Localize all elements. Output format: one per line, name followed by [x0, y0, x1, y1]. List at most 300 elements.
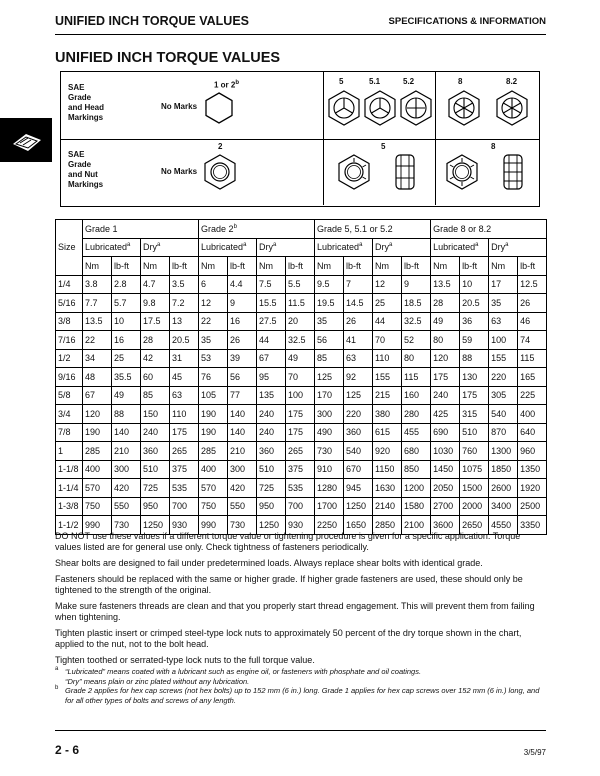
lubricated-header: Lubricated$^a$: [199, 238, 257, 257]
torque-cell: 730: [112, 516, 141, 535]
torque-cell: 3.5: [170, 275, 199, 294]
torque-cell: 550: [228, 497, 257, 516]
torque-cell: 44: [373, 312, 402, 331]
torque-cell: 510: [460, 423, 489, 442]
torque-cell: 110: [170, 405, 199, 424]
torque-cell: 305: [489, 386, 518, 405]
torque-cell: 7.2: [170, 294, 199, 313]
torque-cell: 175: [286, 423, 315, 442]
table-row: [56, 275, 547, 294]
torque-cell: 490: [315, 423, 344, 442]
unit-header: Nm: [489, 257, 518, 276]
torque-cell: 6: [199, 275, 228, 294]
note-paragraph: DO NOT use these values if a different torque value or tightening procedure is given for a specific application. Torque values listed are for general use only. Check tightness of fasteners periodically.: [55, 531, 521, 552]
nut-markings-label: SAE Grade and Nut Markings: [68, 150, 104, 189]
torque-cell: 700: [286, 497, 315, 516]
table-row: [56, 294, 547, 313]
unit-header: lb-ft: [460, 257, 489, 276]
torque-cell: 10: [112, 312, 141, 331]
torque-cell: 20.5: [170, 331, 199, 350]
dry-header: Dry$^a$: [141, 238, 199, 257]
unit-header: lb-ft: [286, 257, 315, 276]
grade-5-nut-icons: [334, 153, 426, 191]
grade-8-nut-icons: [440, 153, 536, 191]
torque-cell: 730: [315, 442, 344, 461]
revision-date: 3/5/97: [523, 748, 546, 757]
torque-cell: 725: [257, 479, 286, 498]
torque-cell: 2700: [431, 497, 460, 516]
table-row: [56, 405, 547, 424]
torque-cell: 960: [518, 442, 547, 461]
torque-cell: 2000: [460, 497, 489, 516]
torque-cell: 26: [228, 331, 257, 350]
torque-cell: 4.4: [228, 275, 257, 294]
torque-cell: 3.8: [83, 275, 112, 294]
size-header: Size: [56, 220, 83, 276]
note-paragraph: Fasteners should be replaced with the same or higher grade. If higher grade fasteners are used, these should only be tightened to the strength of the original.: [55, 574, 523, 595]
torque-cell: 115: [402, 368, 431, 387]
torque-cell: 725: [141, 479, 170, 498]
header-section: SPECIFICATIONS & INFORMATION: [388, 16, 546, 27]
torque-cell: 67: [83, 386, 112, 405]
torque-cell: 17.5: [141, 312, 170, 331]
torque-cell: 400: [199, 460, 228, 479]
torque-cell: 2600: [489, 479, 518, 498]
size-cell: 1/2: [56, 349, 83, 368]
unit-header: Nm: [199, 257, 228, 276]
torque-cell: 160: [402, 386, 431, 405]
torque-cell: 360: [141, 442, 170, 461]
torque-cell: 540: [489, 405, 518, 424]
torque-cell: 9: [402, 275, 431, 294]
torque-cell: 26: [518, 294, 547, 313]
torque-cell: 535: [170, 479, 199, 498]
torque-cell: 9.8: [141, 294, 170, 313]
torque-cell: 550: [112, 497, 141, 516]
torque-cell: 28: [141, 331, 170, 350]
torque-cell: 240: [141, 423, 170, 442]
torque-cell: 27.5: [257, 312, 286, 331]
torque-cell: 920: [373, 442, 402, 461]
unit-header: Nm: [83, 257, 112, 276]
torque-cell: 80: [402, 349, 431, 368]
torque-cell: 53: [199, 349, 228, 368]
torque-cell: 930: [170, 516, 199, 535]
torque-cell: 640: [518, 423, 547, 442]
torque-cell: 570: [199, 479, 228, 498]
torque-cell: 48: [83, 368, 112, 387]
no-marks-label: No Marks: [161, 102, 198, 111]
torque-cell: 4.7: [141, 275, 170, 294]
torque-cell: 225: [518, 386, 547, 405]
dry-header: Dry$^a$: [489, 238, 547, 257]
torque-cell: 17: [489, 275, 518, 294]
size-cell: 1-1/2: [56, 516, 83, 535]
torque-cell: 88: [460, 349, 489, 368]
size-cell: 7/8: [56, 423, 83, 442]
torque-cell: 1350: [518, 460, 547, 479]
torque-cell: 2140: [373, 497, 402, 516]
unit-header: lb-ft: [112, 257, 141, 276]
torque-cell: 285: [199, 442, 228, 461]
torque-cell: 15.5: [257, 294, 286, 313]
torque-cell: 240: [257, 405, 286, 424]
torque-cell: 380: [373, 405, 402, 424]
table-row: [56, 368, 547, 387]
torque-cell: 10: [460, 275, 489, 294]
unit-header: Nm: [141, 257, 170, 276]
torque-cell: 36: [460, 312, 489, 331]
torque-cell: 2250: [315, 516, 344, 535]
torque-cell: 210: [228, 442, 257, 461]
head-markings-label: SAE Grade and Head Markings: [68, 83, 105, 122]
grade-header-row: [56, 220, 547, 239]
size-cell: 5/8: [56, 386, 83, 405]
torque-cell: 22: [199, 312, 228, 331]
torque-cell: 540: [344, 442, 373, 461]
torque-cell: 63: [344, 349, 373, 368]
grade-8-head-icons: [440, 90, 540, 126]
torque-cell: 44: [257, 331, 286, 350]
grade-header: Grade 8 or 8.2: [431, 220, 547, 239]
size-cell: 7/16: [56, 331, 83, 350]
torque-cell: 77: [228, 386, 257, 405]
torque-cell: 420: [228, 479, 257, 498]
grade-header: Grade 5, 5.1 or 5.2: [315, 220, 431, 239]
torque-cell: 1630: [373, 479, 402, 498]
torque-cell: 850: [402, 460, 431, 479]
torque-cell: 750: [199, 497, 228, 516]
size-cell: 3/4: [56, 405, 83, 424]
torque-cell: 510: [257, 460, 286, 479]
torque-cell: 59: [460, 331, 489, 350]
torque-cell: 210: [112, 442, 141, 461]
dry-header: Dry$^a$: [257, 238, 315, 257]
torque-cell: 16: [228, 312, 257, 331]
torque-cell: 2500: [518, 497, 547, 516]
torque-cell: 88: [112, 405, 141, 424]
torque-cell: 92: [344, 368, 373, 387]
torque-cell: 945: [344, 479, 373, 498]
torque-cell: 730: [228, 516, 257, 535]
torque-cell: 76: [199, 368, 228, 387]
torque-cell: 360: [257, 442, 286, 461]
torque-cell: 105: [199, 386, 228, 405]
torque-cell: 950: [141, 497, 170, 516]
section-tab: [0, 118, 52, 162]
torque-cell: 70: [286, 368, 315, 387]
torque-cell: 85: [315, 349, 344, 368]
torque-cell: 175: [460, 386, 489, 405]
unit-header-row: [56, 257, 547, 276]
torque-cell: 1500: [460, 479, 489, 498]
unit-header: Nm: [373, 257, 402, 276]
torque-cell: 41: [344, 331, 373, 350]
torque-cell: 85: [141, 386, 170, 405]
footnotes: [55, 667, 546, 705]
torque-cell: 13.5: [431, 275, 460, 294]
torque-cell: 39: [228, 349, 257, 368]
torque-table: [55, 219, 547, 535]
lubricated-header: Lubricated$^a$: [431, 238, 489, 257]
torque-cell: 870: [489, 423, 518, 442]
torque-cell: 3400: [489, 497, 518, 516]
torque-cell: 42: [141, 349, 170, 368]
torque-cell: 240: [431, 386, 460, 405]
torque-cell: 32.5: [286, 331, 315, 350]
torque-cell: 45: [170, 368, 199, 387]
torque-cell: 3350: [518, 516, 547, 535]
torque-cell: 400: [83, 460, 112, 479]
table-row: [56, 386, 547, 405]
size-cell: 1-3/8: [56, 497, 83, 516]
torque-cell: 35.5: [112, 368, 141, 387]
torque-cell: 120: [431, 349, 460, 368]
torque-cell: 360: [344, 423, 373, 442]
torque-cell: 13.5: [83, 312, 112, 331]
torque-cell: 25: [112, 349, 141, 368]
page-header: [55, 12, 546, 34]
torque-cell: 9.5: [315, 275, 344, 294]
grade-header: Grade 2$^b$: [199, 220, 315, 239]
torque-cell: 4550: [489, 516, 518, 535]
torque-cell: 80: [431, 331, 460, 350]
torque-cell: 220: [344, 405, 373, 424]
torque-cell: 455: [402, 423, 431, 442]
table-row: [56, 312, 547, 331]
torque-cell: 950: [257, 497, 286, 516]
hex-nut-icon: [203, 154, 237, 190]
torque-cell: 22: [83, 331, 112, 350]
torque-cell: 125: [344, 386, 373, 405]
torque-cell: 285: [83, 442, 112, 461]
torque-cell: 1250: [257, 516, 286, 535]
torque-cell: 615: [373, 423, 402, 442]
torque-cell: 7.7: [83, 294, 112, 313]
torque-cell: 2100: [402, 516, 431, 535]
size-cell: 1-1/8: [56, 460, 83, 479]
torque-cell: 2050: [431, 479, 460, 498]
unit-header: lb-ft: [518, 257, 547, 276]
torque-cell: 150: [141, 405, 170, 424]
size-cell: 1-1/4: [56, 479, 83, 498]
torque-cell: 125: [315, 368, 344, 387]
torque-cell: 2.8: [112, 275, 141, 294]
note-paragraph: Shear bolts are designed to fail under predetermined loads. Always replace shear bolts with identical grade.: [55, 558, 483, 568]
torque-cell: 930: [286, 516, 315, 535]
torque-cell: 9: [228, 294, 257, 313]
torque-cell: 56: [228, 368, 257, 387]
torque-cell: 760: [460, 442, 489, 461]
grade-1-2-label: 1 or 2$^b$: [214, 80, 240, 90]
torque-cell: 680: [402, 442, 431, 461]
torque-cell: 1300: [489, 442, 518, 461]
torque-cell: 25: [373, 294, 402, 313]
torque-cell: 190: [199, 405, 228, 424]
torque-cell: 165: [518, 368, 547, 387]
torque-cell: 140: [112, 423, 141, 442]
torque-cell: 63: [489, 312, 518, 331]
torque-cell: 175: [170, 423, 199, 442]
size-cell: 9/16: [56, 368, 83, 387]
page-title: UNIFIED INCH TORQUE VALUES: [55, 50, 281, 66]
torque-cell: 535: [286, 479, 315, 498]
torque-cell: 375: [286, 460, 315, 479]
unit-header: Nm: [315, 257, 344, 276]
torque-cell: 7: [344, 275, 373, 294]
torque-cell: 175: [431, 368, 460, 387]
torque-cell: 60: [141, 368, 170, 387]
size-cell: 1: [56, 442, 83, 461]
torque-cell: 420: [112, 479, 141, 498]
table-row: [56, 331, 547, 350]
no-marks-label: No Marks: [161, 167, 198, 176]
torque-cell: 35: [199, 331, 228, 350]
table-row: [56, 442, 547, 461]
torque-cell: 100: [489, 331, 518, 350]
torque-cell: 400: [518, 405, 547, 424]
unit-header: lb-ft: [228, 257, 257, 276]
note-paragraph: Tighten toothed or serrated-type lock nuts to the full torque value.: [55, 655, 315, 665]
torque-cell: 1580: [402, 497, 431, 516]
torque-cell: 990: [83, 516, 112, 535]
torque-cell: 110: [373, 349, 402, 368]
torque-cell: 170: [315, 386, 344, 405]
torque-cell: 12: [373, 275, 402, 294]
torque-cell: 35: [489, 294, 518, 313]
table-row: [56, 460, 547, 479]
torque-cell: 315: [460, 405, 489, 424]
table-row: [56, 497, 547, 516]
torque-cell: 52: [402, 331, 431, 350]
torque-cell: 1030: [431, 442, 460, 461]
lubricated-header: Lubricated$^a$: [315, 238, 373, 257]
torque-cell: 1650: [344, 516, 373, 535]
torque-cell: 1075: [460, 460, 489, 479]
size-cell: 5/16: [56, 294, 83, 313]
torque-cell: 140: [228, 405, 257, 424]
grade-markings-box: [60, 71, 540, 207]
torque-cell: 155: [373, 368, 402, 387]
torque-cell: 12.5: [518, 275, 547, 294]
torque-cell: 16: [112, 331, 141, 350]
unit-header: Nm: [431, 257, 460, 276]
torque-cell: 46: [518, 312, 547, 331]
unit-header: lb-ft: [344, 257, 373, 276]
torque-cell: 20: [286, 312, 315, 331]
book-icon: [10, 126, 44, 154]
torque-cell: 1150: [373, 460, 402, 479]
dry-header: Dry$^a$: [373, 238, 431, 257]
condition-header-row: [56, 238, 547, 257]
torque-cell: 13: [170, 312, 199, 331]
torque-cell: 3600: [431, 516, 460, 535]
torque-cell: 1920: [518, 479, 547, 498]
footer-rule: [55, 730, 546, 731]
unit-header: Nm: [257, 257, 286, 276]
torque-cell: 190: [199, 423, 228, 442]
torque-cell: 280: [402, 405, 431, 424]
torque-cell: 19.5: [315, 294, 344, 313]
torque-cell: 910: [315, 460, 344, 479]
torque-cell: 135: [257, 386, 286, 405]
torque-cell: 12: [199, 294, 228, 313]
torque-cell: 5.5: [286, 275, 315, 294]
torque-cell: 300: [228, 460, 257, 479]
size-cell: 1/4: [56, 275, 83, 294]
table-row: [56, 349, 547, 368]
table-row: [56, 423, 547, 442]
torque-cell: 63: [170, 386, 199, 405]
torque-cell: 175: [286, 405, 315, 424]
grade-header: Grade 1: [83, 220, 199, 239]
torque-cell: 700: [170, 497, 199, 516]
torque-cell: 28: [431, 294, 460, 313]
torque-cell: 31: [170, 349, 199, 368]
torque-cell: 115: [518, 349, 547, 368]
torque-cell: 1250: [344, 497, 373, 516]
torque-cell: 2650: [460, 516, 489, 535]
torque-cell: 18.5: [402, 294, 431, 313]
torque-cell: 375: [170, 460, 199, 479]
notes: [55, 531, 546, 671]
header-rule: [55, 34, 546, 35]
torque-cell: 1200: [402, 479, 431, 498]
torque-cell: 215: [373, 386, 402, 405]
torque-cell: 26: [344, 312, 373, 331]
torque-cell: 11.5: [286, 294, 315, 313]
torque-cell: 690: [431, 423, 460, 442]
torque-cell: 750: [83, 497, 112, 516]
torque-cell: 570: [83, 479, 112, 498]
torque-cell: 7.5: [257, 275, 286, 294]
torque-cell: 49: [112, 386, 141, 405]
torque-cell: 5.7: [112, 294, 141, 313]
size-cell: 3/8: [56, 312, 83, 331]
torque-cell: 155: [489, 349, 518, 368]
torque-cell: 14.5: [344, 294, 373, 313]
footnote-b: b Grade 2 applies for hex cap screws (not hex bolts) up to 152 mm (6 in.) long. Grade 1 applies for hex cap screws over 152 mm (6 in.) long, and for all other types of bolts and screws of any length.: [55, 685, 540, 705]
torque-cell: 220: [489, 368, 518, 387]
torque-cell: 49: [286, 349, 315, 368]
torque-cell: 20.5: [460, 294, 489, 313]
torque-cell: 510: [141, 460, 170, 479]
torque-cell: 100: [286, 386, 315, 405]
torque-cell: 2850: [373, 516, 402, 535]
torque-cell: 34: [83, 349, 112, 368]
header-title: UNIFIED INCH TORQUE VALUES: [55, 14, 249, 28]
torque-cell: 300: [315, 405, 344, 424]
torque-cell: 140: [228, 423, 257, 442]
torque-cell: 670: [344, 460, 373, 479]
unit-header: lb-ft: [402, 257, 431, 276]
torque-cell: 1450: [431, 460, 460, 479]
torque-cell: 95: [257, 368, 286, 387]
torque-cell: 240: [257, 423, 286, 442]
torque-cell: 425: [431, 405, 460, 424]
grade-5-head-icons: [326, 90, 434, 126]
torque-cell: 265: [286, 442, 315, 461]
page-number: 2 - 6: [55, 743, 80, 757]
hex-bolt-head-icon: [204, 92, 234, 124]
torque-cell: 1250: [141, 516, 170, 535]
lubricated-header: Lubricated$^a$: [83, 238, 141, 257]
torque-cell: 990: [199, 516, 228, 535]
torque-cell: 67: [257, 349, 286, 368]
torque-cell: 74: [518, 331, 547, 350]
unit-header: lb-ft: [170, 257, 199, 276]
torque-cell: 35: [315, 312, 344, 331]
